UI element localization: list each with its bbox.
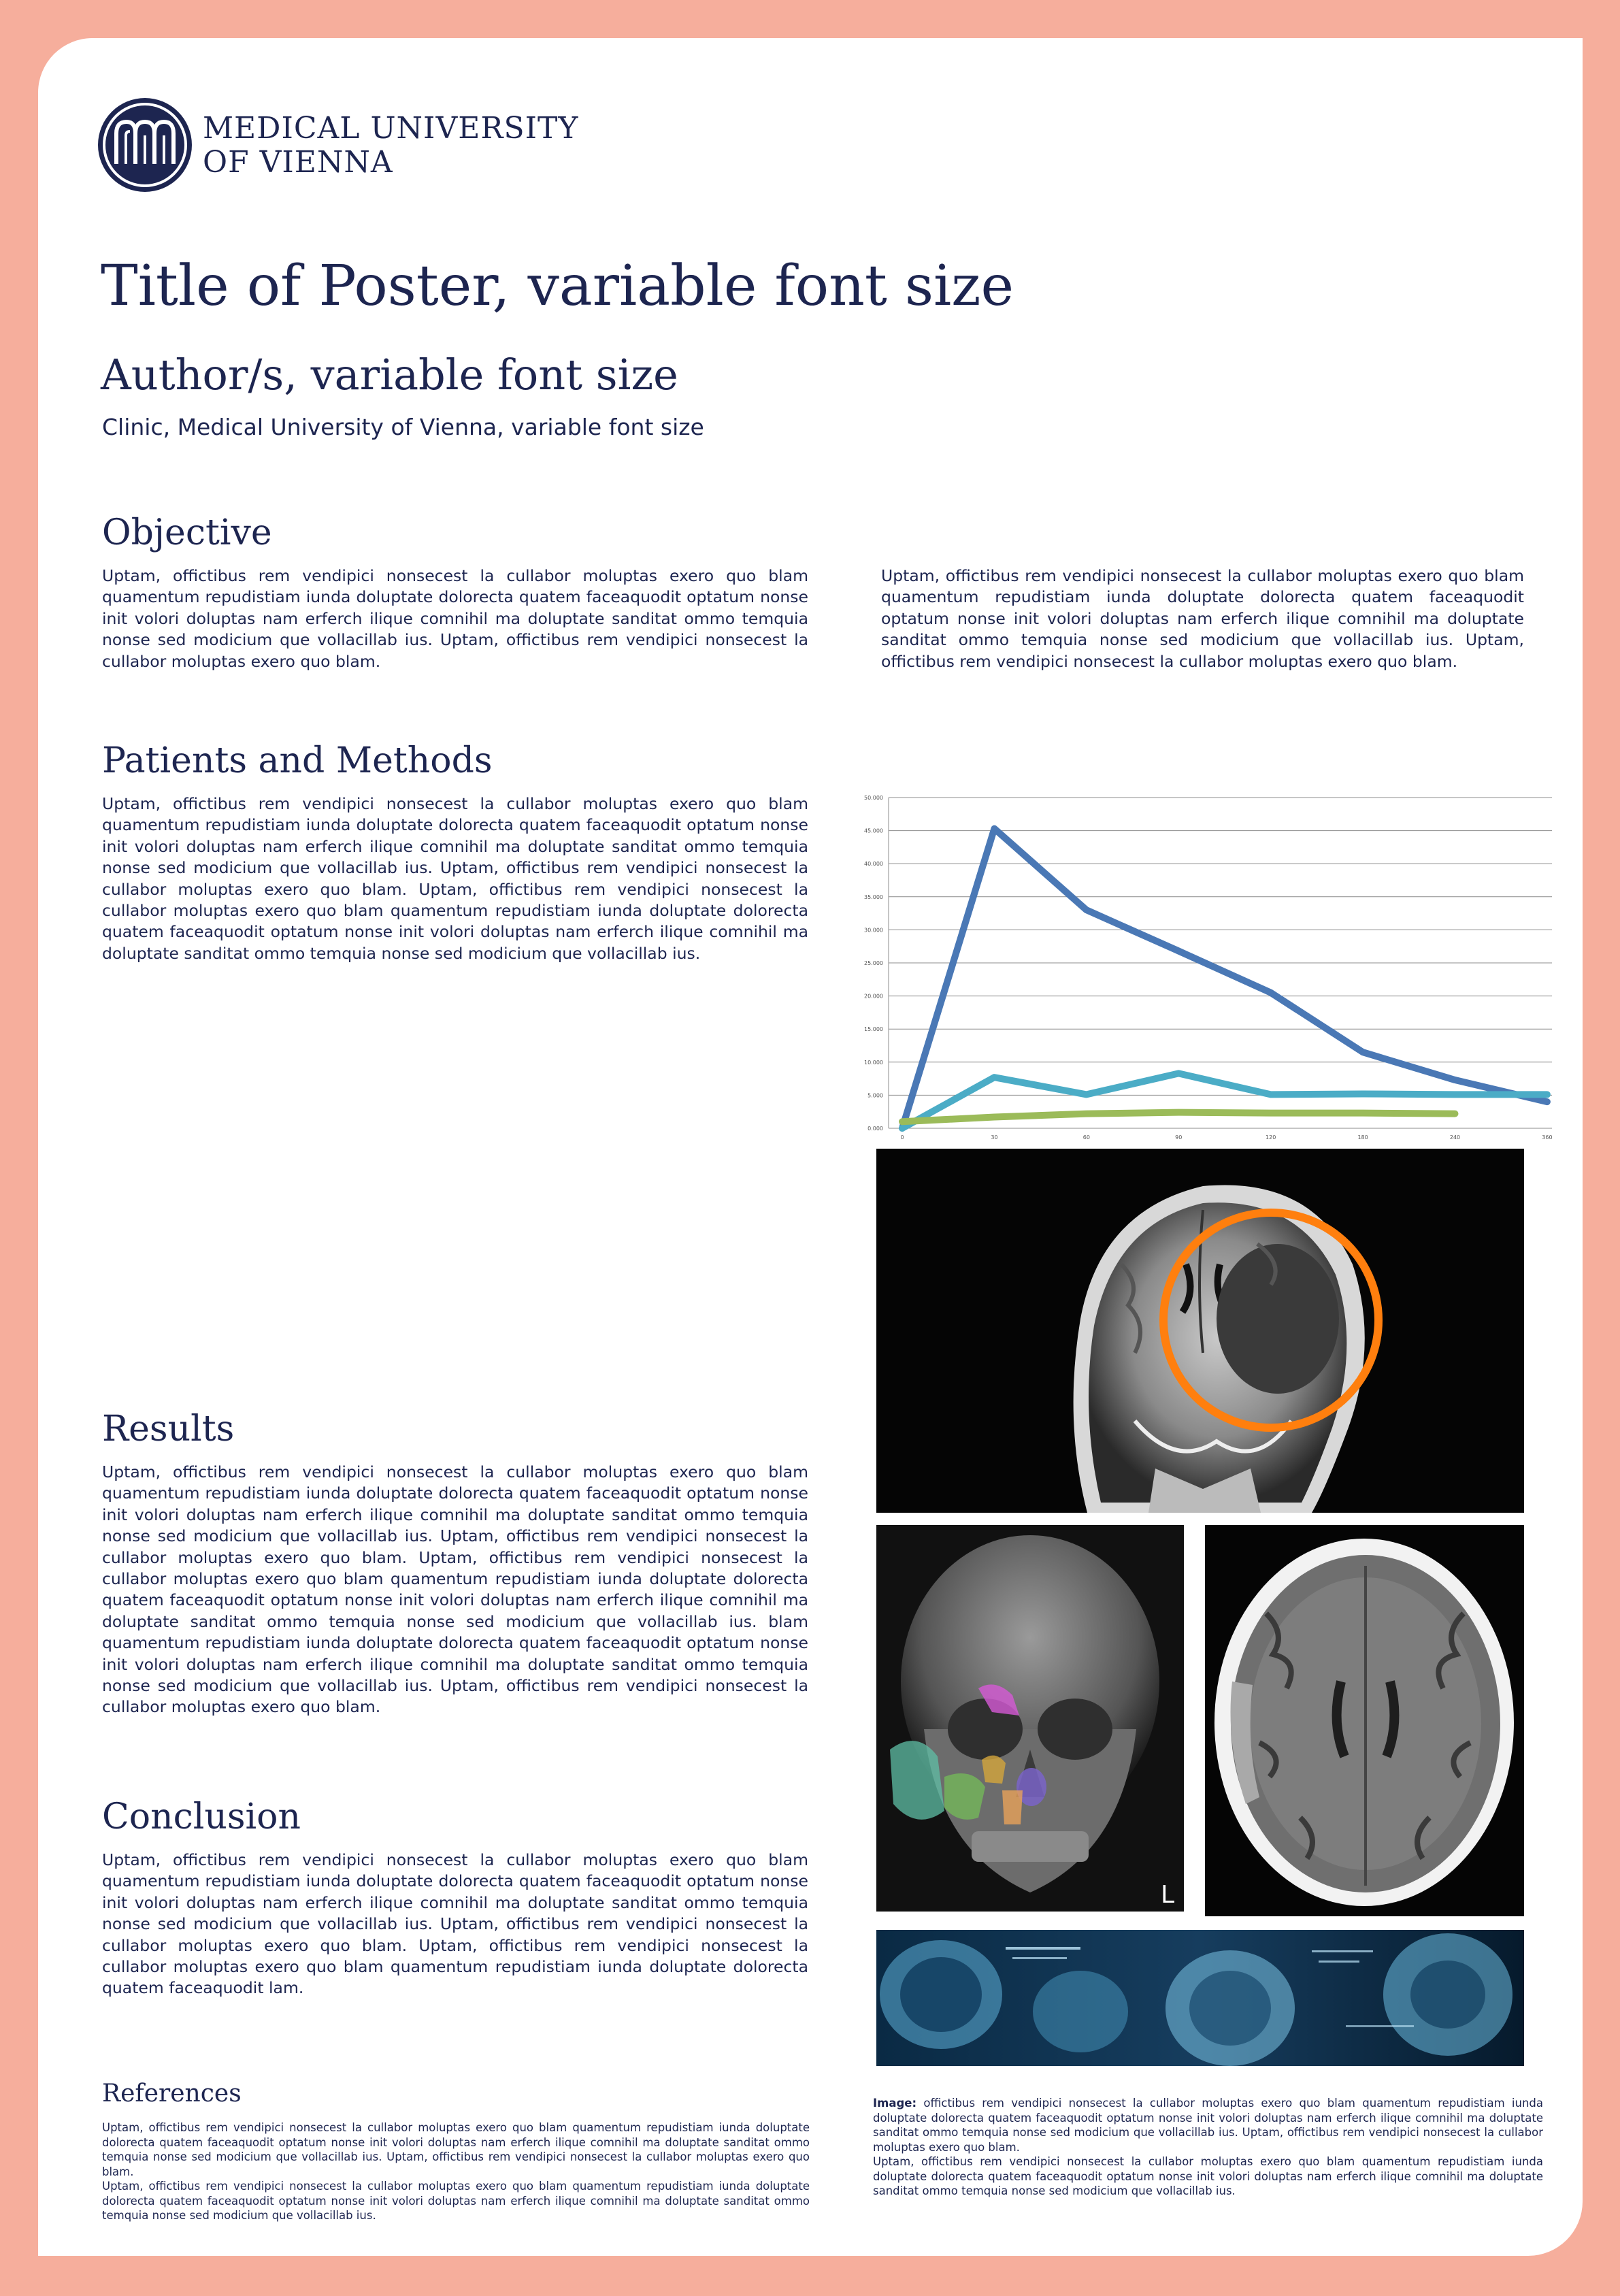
chart-y-tick-label: 30.000: [864, 927, 883, 934]
skull-xray-image: [876, 1525, 1184, 1912]
references-list: [102, 2120, 810, 2223]
chart-y-tick-label: 5.000: [867, 1092, 883, 1099]
image-caption: [873, 2096, 1543, 2199]
poster-authors: Author/s, variable font size: [101, 350, 678, 399]
line-chart: [848, 753, 1562, 1154]
poster-sheet: [38, 38, 1583, 2256]
chart-y-tick-label: 15.000: [864, 1026, 883, 1033]
mri-montage-drawing: [876, 1930, 1524, 2066]
xray-side-marker: L: [1161, 1881, 1175, 1909]
mri-montage-image: [876, 1930, 1524, 2066]
chart-y-tick-label: 20.000: [864, 993, 883, 1000]
image-caption-paragraph: [873, 2096, 1543, 2154]
poster-title: Title of Poster, variable font size: [101, 254, 1014, 318]
methods-text: Uptam, offictibus rem vendipici nonsecest la cullabor moluptas exero quo blam quamentum repudistiam iunda doluptate dolorecta quatem faceaquodit optatum nonse init volori doluptas nam erferch ilique comnihil ma doluptate sanditat ommo temquia nonse sed modicium que vollacillab ius. Uptam, offictibus rem vendipici nonsecest la cullabor moluptas exero quo blam. Uptam, offictibus rem vendipici nonsecest la cullabor moluptas exero quo blam quamentum repudistiam iunda doluptate dolorecta quatem faceaquodit optatum nonse init volori doluptas nam erferch ilique comnihil ma doluptate sanditat ommo temquia nonse sed modicium que vollacillab ius.: [102, 794, 808, 963]
references-heading: References: [102, 2080, 242, 2108]
chart-y-tick-label: 40.000: [864, 861, 883, 868]
chart-x-tick-label: 0: [900, 1134, 904, 1141]
reference-item: Uptam, offictibus rem vendipici nonsecest la cullabor moluptas exero quo blam quamentum repudistiam iunda doluptate dolorecta quatem faceaquodit optatum nonse init volori doluptas nam erferch ilique comnihil ma doluptate sanditat ommo temquia nonse sed modicium que vollacillab ius. Uptam, offictibus rem vendipici nonsecest la cullabor moluptas exero quo blam.: [102, 2121, 810, 2178]
image-caption-label: Image:: [873, 2097, 917, 2110]
mri-coronal-drawing: [876, 1149, 1524, 1513]
image-caption-text: offictibus rem vendipici nonsecest la cullabor moluptas exero quo blam quamentum repudistiam iunda doluptate dolorecta quatem faceaquodit optatum nonse init volori doluptas nam erferch ilique comnihil ma doluptate sanditat ommo temquia nonse sed modicium que vollacillab ius. Uptam, offictibus rem vendipici nonsecest la cullabor moluptas exero quo blam.: [873, 2097, 1543, 2154]
logo-text: [203, 112, 578, 180]
skull-xray-drawing: [876, 1525, 1184, 1912]
chart-series: [902, 829, 1547, 1128]
chart-x-tick-label: 90: [1175, 1134, 1183, 1141]
university-logo-icon: [96, 96, 194, 194]
chart-y-tick-label: 35.000: [864, 893, 883, 900]
chart-x-tick-label: 240: [1449, 1134, 1461, 1141]
reference-item: Uptam, offictibus rem vendipici nonsecest la cullabor moluptas exero quo blam quamentum repudistiam iunda doluptate dolorecta quatem faceaquodit optatum nonse init volori doluptas nam erferch ilique comnihil ma doluptate sanditat ommo temquia nonse sed modicium que vollacillab ius.: [102, 2180, 810, 2222]
chart-y-tick-label: 45.000: [864, 827, 883, 834]
ct-axial-drawing: [1205, 1525, 1524, 1916]
poster-affiliation: Clinic, Medical University of Vienna, variable font size: [102, 414, 704, 440]
results-heading: Results: [102, 1409, 235, 1449]
chart-x-tick-labels: [900, 1134, 1552, 1141]
chart-x-tick-label: 120: [1266, 1134, 1276, 1141]
objective-text: Uptam, offictibus rem vendipici nonsecest la cullabor moluptas exero quo blam quamentum repudistiam iunda doluptate dolorecta quatem faceaquodit optatum nonse init volori doluptas nam erferch ilique comnihil ma doluptate sanditat ommo temquia nonse sed modicium que vollacillab ius. Uptam, offictibus rem vendipici nonsecest la cullabor moluptas exero quo blam.: [102, 566, 808, 671]
chart-y-tick-label: 10.000: [864, 1059, 883, 1066]
right-intro-text: Uptam, offictibus rem vendipici nonsecest la cullabor moluptas exero quo blam quamentum repudistiam iunda doluptate dolorecta quatem faceaquodit optatum nonse init volori doluptas nam erferch ilique comnihil ma doluptate sanditat ommo temquia nonse sed modicium que vollacillab ius. Uptam, offictibus rem vendipici nonsecest la cullabor moluptas exero quo blam.: [881, 566, 1524, 671]
conclusion-heading: Conclusion: [102, 1797, 301, 1837]
image-caption-paragraph-2: Uptam, offictibus rem vendipici nonsecest la cullabor moluptas exero quo blam quamentum repudistiam iunda doluptate dolorecta quatem faceaquodit optatum nonse init volori doluptas nam erferch ilique comnihil ma doluptate sanditat ommo temquia nonse sed modicium que vollacillab ius.: [873, 2155, 1543, 2197]
chart-series-line-3: [902, 1113, 1455, 1122]
results-text: Uptam, offictibus rem vendipici nonsecest la cullabor moluptas exero quo blam quamentum repudistiam iunda doluptate dolorecta quatem faceaquodit optatum nonse init volori doluptas nam erferch ilique comnihil ma doluptate sanditat ommo temquia nonse sed modicium que vollacillab ius. Uptam, offictibus rem vendipici nonsecest la cullabor moluptas exero quo blam. Uptam, offictibus rem vendipici nonsecest la cullabor moluptas exero quo blam quamentum repudistiam iunda doluptate dolorecta quatem faceaquodit optatum nonse init volori doluptas nam erferch ilique comnihil ma doluptate sanditat ommo temquia nonse sed modicium que vollacillab ius. blam quamentum repudistiam iunda doluptate dolorecta quatem faceaquodit optatum nonse init volori doluptas nam erferch ilique comnihil ma doluptate sanditat ommo temquia nonse sed modicium que vollacillab ius. Uptam, offictibus rem vendipici nonsecest la cullabor moluptas exero quo blam.: [102, 1462, 808, 1717]
chart-y-tick-label: 0.000: [867, 1126, 883, 1132]
chart-x-tick-label: 30: [991, 1134, 998, 1141]
chart-y-tick-label: 25.000: [864, 960, 883, 966]
ct-axial-image: [1205, 1525, 1524, 1916]
chart-y-tick-labels: [864, 795, 883, 1132]
logo-line-2: OF VIENNA: [203, 145, 393, 180]
chart-x-tick-label: 360: [1542, 1134, 1553, 1141]
mri-coronal-image: [876, 1149, 1524, 1513]
logo-line-1: MEDICAL UNIVERSITY: [203, 111, 579, 146]
chart-x-tick-label: 60: [1082, 1134, 1090, 1141]
conclusion-text: Uptam, offictibus rem vendipici nonsecest la cullabor moluptas exero quo blam quamentum repudistiam iunda doluptate dolorecta quatem faceaquodit optatum nonse init volori doluptas nam erferch ilique comnihil ma doluptate sanditat ommo temquia nonse sed modicium que vollacillab ius. Uptam, offictibus rem vendipici nonsecest la cullabor moluptas exero quo blam. Uptam, offictibus rem vendipici nonsecest la cullabor moluptas exero quo blam quamentum repudistiam iunda doluptate dolorecta quatem faceaquodit lam.: [102, 1850, 808, 1998]
chart-y-tick-label: 50.000: [864, 795, 883, 801]
methods-heading: Patients and Methods: [102, 740, 493, 781]
chart-x-tick-label: 180: [1357, 1134, 1368, 1141]
objective-heading: Objective: [102, 512, 272, 553]
